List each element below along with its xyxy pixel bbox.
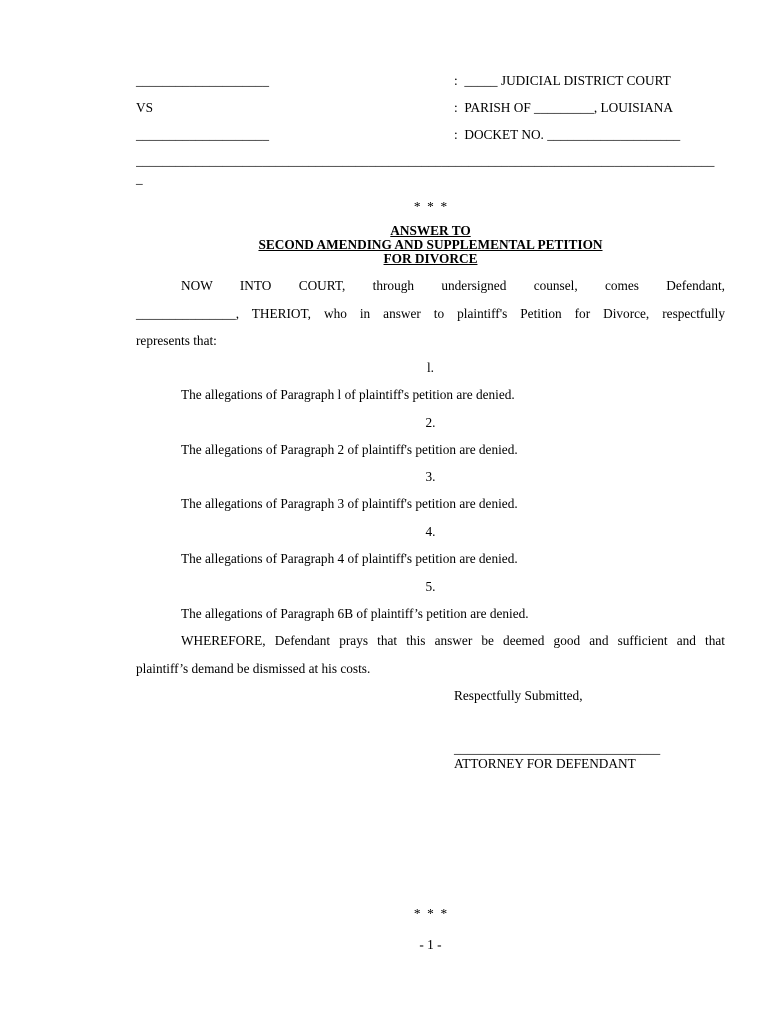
paragraph-text: The allegations of Paragraph l of plaintiff's petition are denied. xyxy=(181,387,515,402)
document-title-line1: ANSWER TO xyxy=(390,223,471,238)
paragraph-text: The allegations of Paragraph 4 of plaintiff's petition are denied. xyxy=(181,551,518,566)
stars-separator-bottom: * * * xyxy=(413,906,448,921)
page-number: - 1 - xyxy=(419,937,442,952)
paragraph-number: 5. xyxy=(425,579,436,594)
caption-divider-tail: _ xyxy=(136,171,143,186)
document-title-line3: FOR DIVORCE xyxy=(383,251,478,266)
signature-closing: Respectfully Submitted, xyxy=(454,688,583,703)
wherefore-line1: WHEREFORE, Defendant prays that this answer be deemed good and sufficient and that xyxy=(181,633,725,648)
intro-line2: _______________, THERIOT, who in answer to plaintiff's Petition for Divorce, respectfully xyxy=(136,306,725,321)
intro-line3: represents that: xyxy=(136,333,217,348)
caption-court: : _____ JUDICIAL DISTRICT COURT xyxy=(454,73,671,88)
paragraph-number: l. xyxy=(426,360,435,375)
stars-separator-top: * * * xyxy=(413,199,448,214)
paragraph-text: The allegations of Paragraph 2 of plaintiff's petition are denied. xyxy=(181,442,518,457)
wherefore-line2: plaintiff’s demand be dismissed at his costs. xyxy=(136,661,371,676)
caption-docket: : DOCKET NO. ____________________ xyxy=(454,127,681,142)
signature-line: _______________________________ xyxy=(454,741,661,756)
paragraph-text: The allegations of Paragraph 3 of plaintiff's petition are denied. xyxy=(181,496,518,511)
caption-vs: VS xyxy=(136,100,153,115)
caption-blank-defendant: ____________________ xyxy=(136,127,269,142)
paragraph-number: 2. xyxy=(425,415,436,430)
paragraph-number: 3. xyxy=(425,469,436,484)
caption-parish: : PARISH OF _________, LOUISIANA xyxy=(454,100,673,115)
caption-blank-plaintiff: ____________________ xyxy=(136,73,269,88)
paragraph-text: The allegations of Paragraph 6B of plaintiff’s petition are denied. xyxy=(181,606,529,621)
document-title-line2: SECOND AMENDING AND SUPPLEMENTAL PETITION xyxy=(258,237,603,252)
intro-line1: NOW INTO COURT, through undersigned counsel, comes Defendant, xyxy=(181,278,725,293)
caption-divider: _______________________________________________________________________________________ xyxy=(136,153,715,168)
signature-label: ATTORNEY FOR DEFENDANT xyxy=(454,756,636,771)
paragraph-number: 4. xyxy=(425,524,436,539)
